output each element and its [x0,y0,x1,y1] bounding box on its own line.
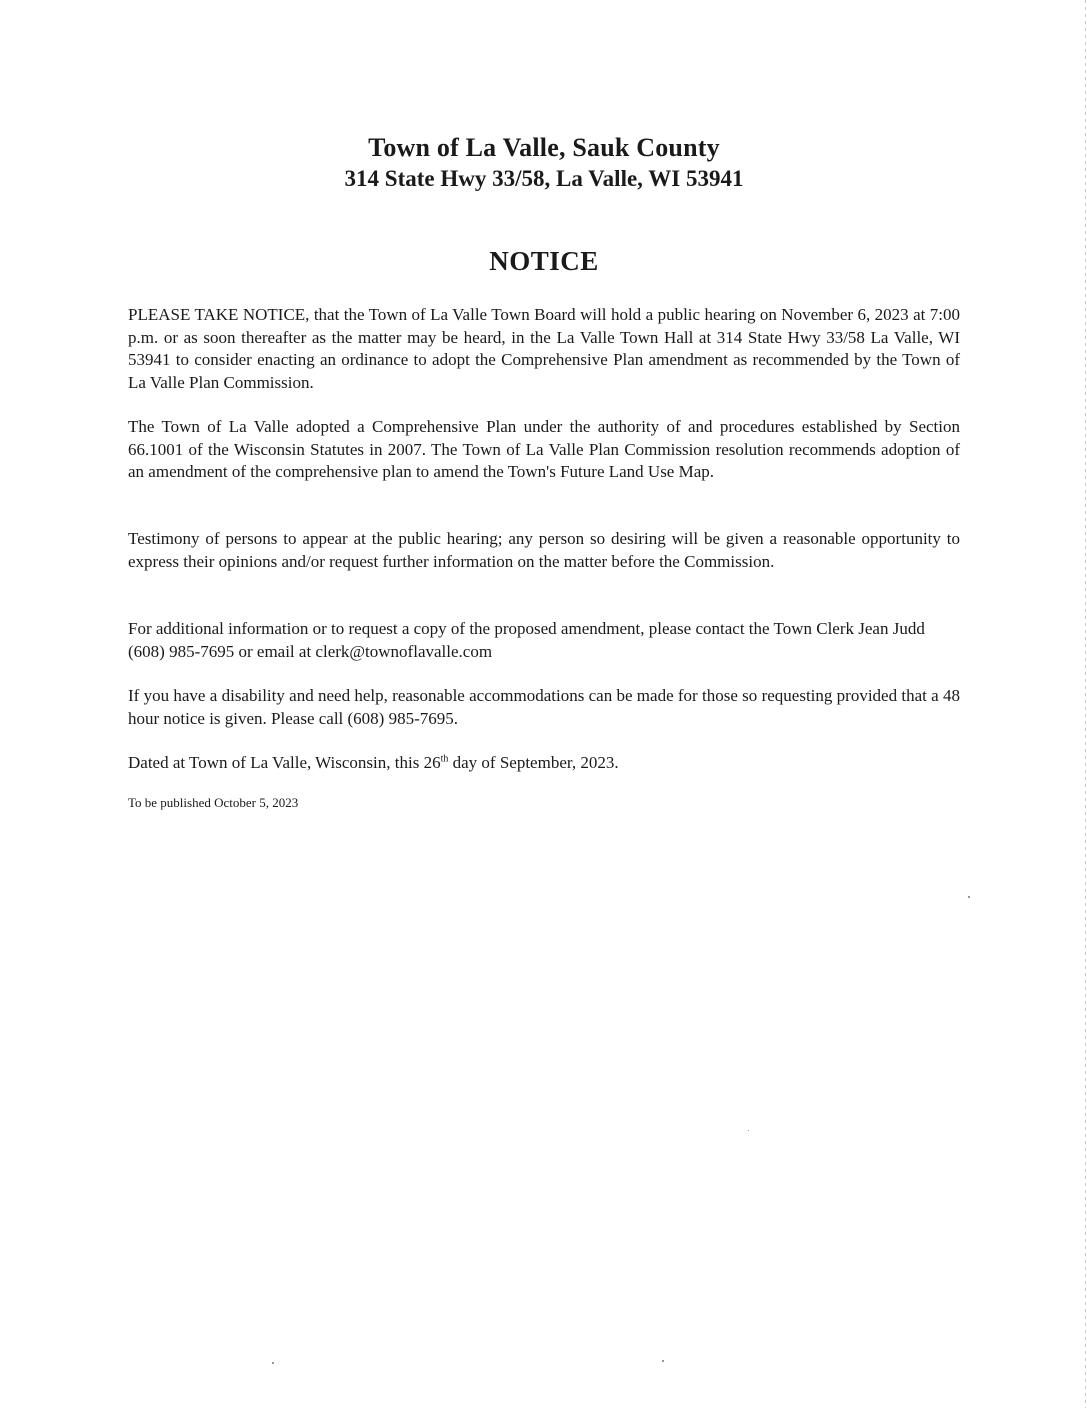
dated-line-suffix: day of September, 2023. [448,753,619,772]
scan-edge-artifact [1085,0,1086,1408]
paragraph-comprehensive-plan: The Town of La Valle adopted a Comprehensive Plan under the authority of and procedures established by Section 66.1001 of the Wisconsin Statutes in 2007. The Town of La Valle Plan Commission resolution recommends adoption of an amendment of the comprehensive plan to amend the Town's Future Land Use Map. [128,417,960,481]
scan-speck [968,896,970,898]
document-title: Town of La Valle, Sauk County [368,133,720,162]
dated-line-prefix: Dated at Town of La Valle, Wisconsin, this 26 [128,753,441,772]
dated-line [128,752,960,775]
publication-note: To be published October 5, 2023 [128,795,299,810]
paragraph-testimony: Testimony of persons to appear at the public hearing; any person so desiring will be given a reasonable opportunity to express their opinions and/or request further information on the matter before the Commission. [128,529,960,571]
scan-speck [272,1362,274,1364]
document-address: 314 State Hwy 33/58, La Valle, WI 53941 [344,166,744,191]
paragraph-contact: For additional information or to request a copy of the proposed amendment, please contact the Town Clerk Jean Judd (608) 985-7695 or email at clerk@townoflavalle.com [128,619,925,661]
dated-line-ordinal: th [440,753,449,765]
document-header [0,132,1088,194]
paragraph-accommodations: If you have a disability and need help, reasonable accommodations can be made for those so requesting provided that a 48 hour notice is given. Please call (608) 985-7695. [128,686,960,728]
scan-speck [748,1130,749,1131]
paragraph-hearing-notice: PLEASE TAKE NOTICE, that the Town of La Valle Town Board will hold a public hearing on November 6, 2023 at 7:00 p.m. or as soon thereafter as the matter may be heard, in the La Valle Town Hall at 314 State Hwy 33/58 La Valle, WI 53941 to consider enacting an ordinance to adopt the Comprehensive Plan amendment as recommended by the Town of La Valle Plan Commission. [128,305,960,392]
scan-speck [662,1360,664,1362]
notice-heading: NOTICE [489,246,599,276]
